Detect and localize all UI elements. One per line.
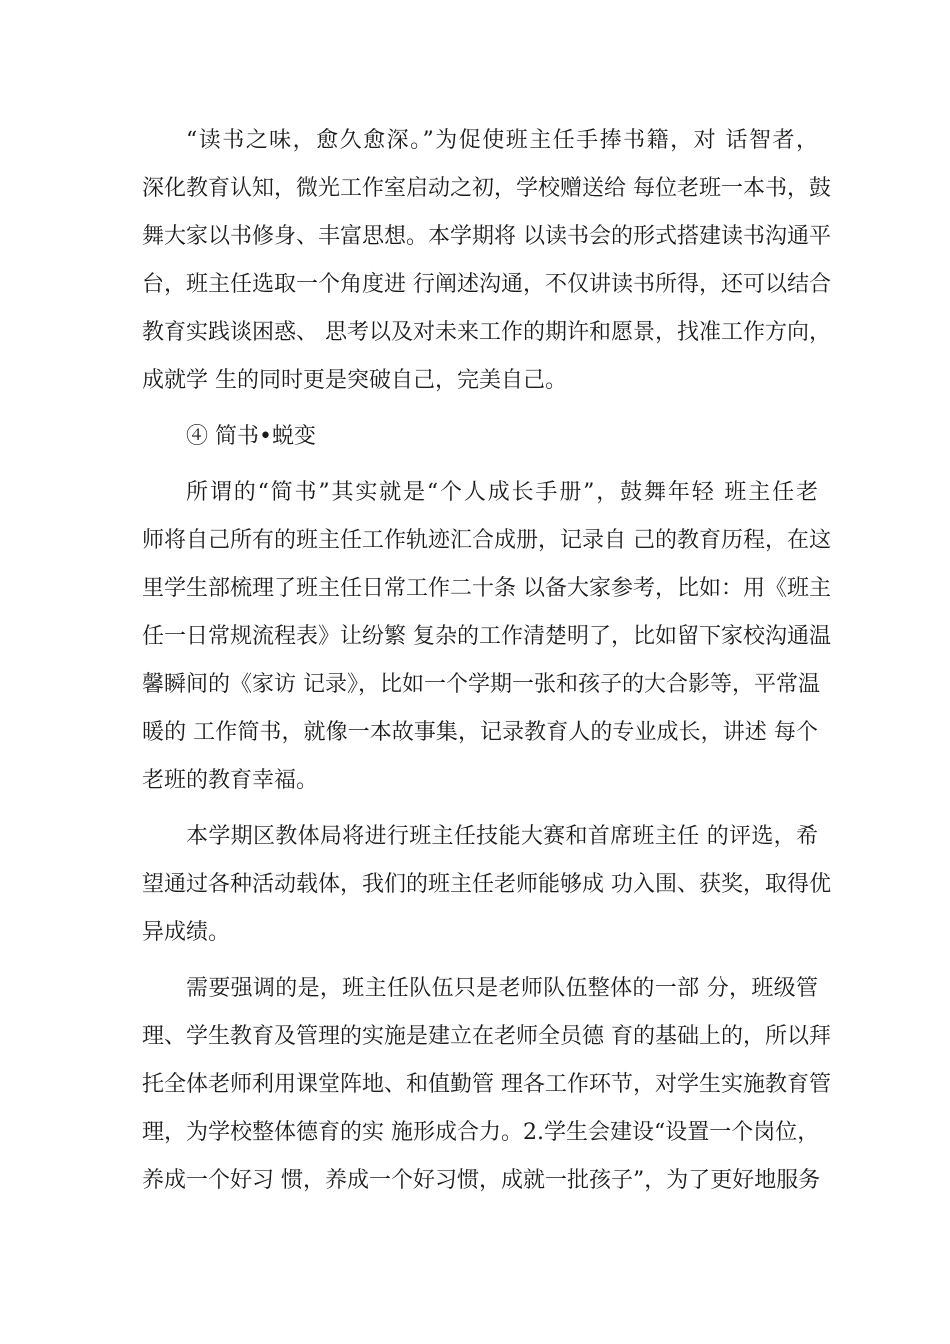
text-line: 所谓的“简书”其实就是“个人成长手册”，鼓舞年轻 班主任老 [186, 480, 818, 505]
text-line: 里学生部梳理了班主任日常工作二十条 以备大家参考，比如：用《班主 [142, 576, 831, 601]
text-line: 理，为学校整体德育的实 施形成合力。2.学生会建设“设置一个岗位， [142, 1120, 820, 1145]
text-line: 本学期区教体局将进行班主任技能大赛和首席班主任 的评选，希 [186, 824, 818, 849]
heading-line: ④ 简书•蜕变 [186, 424, 316, 449]
paragraph-competition [142, 813, 832, 957]
paragraph-reading [142, 117, 832, 405]
text-line: 老班的教育幸福。 [142, 768, 319, 793]
text-line: 师将自己所有的班主任工作轨迹汇合成册，记录自 己的教育历程，在这 [142, 528, 831, 553]
section-heading [142, 413, 832, 461]
text-line: 暖的 工作简书，就像一本故事集，记录教育人的专业成长，讲述 每个 [142, 720, 818, 745]
text-line: 异成绩。 [142, 920, 231, 945]
text-line: 养成一个好习 惯，养成一个好习惯，成就一批孩子”，为了更好地服务 [142, 1168, 821, 1193]
document-body [142, 117, 832, 1205]
text-line: 舞大家以书修身、丰富思想。本学期将 以读书会的形式搭建读书沟通平 [142, 224, 831, 249]
text-line: 望通过各种活动载体，我们的班主任老师能够成 功入围、获奖，取得优 [142, 872, 831, 897]
text-line: 台，班主任选取一个角度进 行阐述沟通，不仅讲读书所得，还可以结合 [142, 272, 831, 297]
text-line: “读书之味，愈久愈深。”为促使班主任手捧书籍，对 话智者， [186, 128, 818, 153]
text-line: 成就学 生的同时更是突破自己，完美自己。 [142, 368, 567, 393]
text-line: 需要强调的是，班主任队伍只是老师队伍整体的一部 分，班级管 [186, 976, 818, 1001]
paragraph-jianshu [142, 469, 832, 805]
text-line: 教育实践谈困惑、 思考以及对未来工作的期许和愿景，找准工作方向， [142, 320, 831, 345]
text-line: 馨瞬间的《家访 记录》，比如一个学期一张和孩子的大合影等，平常温 [142, 672, 820, 697]
text-line: 任一日常规流程表》让纷繁 复杂的工作清楚明了，比如留下家校沟通温 [142, 624, 831, 649]
paragraph-emphasis [142, 965, 832, 1205]
text-line: 深化教育认知，微光工作室启动之初，学校赠送给 每位老班一本书，鼓 [142, 176, 831, 201]
text-line: 托全体老师利用课堂阵地、和值勤管 理各工作环节，对学生实施教育管 [142, 1072, 831, 1097]
text-line: 理、学生教育及管理的实施是建立在老师全员德 育的基础上的，所以拜 [142, 1024, 831, 1049]
